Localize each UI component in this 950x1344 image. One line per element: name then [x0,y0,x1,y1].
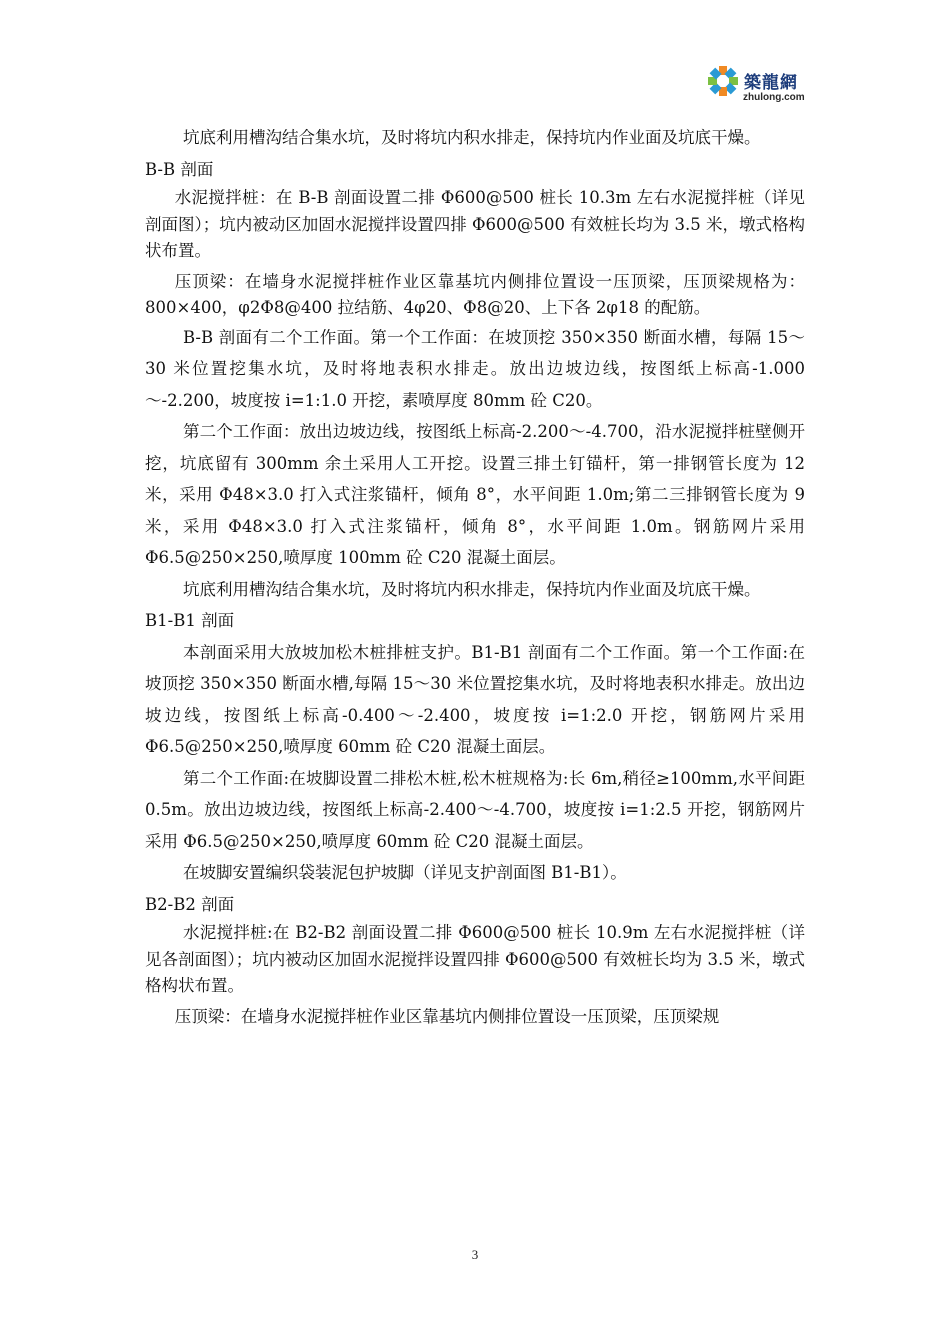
paragraph-bb-cement-pile: 水泥搅拌桩：在 B-B 剖面设置二排 Φ600@500 桩长 10.3m 左右水泥搅拌桩（详见剖面图）；坑内被动区加固水泥搅拌设置四排 Φ600@500 有效桩长均为 3.5 米，墩式格构状布置。 [145,188,805,260]
paragraph-b1b1-work-face-1: 本剖面采用大放坡加松木桩排桩支护。B1-B1 剖面有二个工作面。第一个工作面:在坡顶挖 350×350 断面水槽,每隔 15～30 米位置挖集水坑，及时将地表积水排走。放出边坡边线，按图纸上标高-0.400～-2.400，坡度按 i=1:2.0 开挖，钢筋网片采用 Φ6.5@250×250,喷厚度 60mm 砼 C20 混凝土面层。 [145,642,805,756]
section-heading-b2b2: B2-B2 剖面 [145,894,235,914]
paragraph-bb-work-face-2: 第二个工作面：放出边坡边线，按图纸上标高-2.200～-4.700，沿水泥搅拌桩壁侧开挖，坑底留有 300mm 余土采用人工开挖。设置三排土钉锚杆，第一排钢管长度为 12 米，采用 Φ48×3.0 打入式注浆锚杆，倾角 8°，水平间距 1.0m;第二三排钢管长度为 9 米，采用 Φ48×3.0 打入式注浆锚杆，倾角 8°，水平间距 1.0m。钢筋网片采用 Φ6.5@250×250,喷厚度 100mm 砼 C20 混凝土面层。 [145,422,805,567]
paragraph-drainage-1: 坑底利用槽沟结合集水坑，及时将坑内积水排走，保持坑内作业面及坑底干燥。 [182,128,761,147]
section-heading-b1b1: B1-B1 剖面 [145,611,235,630]
paragraph-b2b2-capping-beam: 压顶梁：在墙身水泥搅拌桩作业区靠基坑内侧排位置设一压顶梁，压顶梁规 [174,1006,720,1026]
paragraph-drainage-2: 坑底利用槽沟结合集水坑，及时将坑内积水排走，保持坑内作业面及坑底干燥。 [182,579,761,599]
paragraph-bb-work-face-1: B-B 剖面有二个工作面。第一个工作面：在坡顶挖 350×350 断面水槽，每隔 15～30 米位置挖集水坑，及时将地表积水排走。放出边坡边线，按图纸上标高-1.000～-2.200，坡度按 i=1:1.0 开挖，素喷厚度 80mm 砼 C20。 [145,327,805,410]
paragraph-bb-capping-beam: 压顶梁：在墙身水泥搅拌桩作业区靠基坑内侧排位置设一压顶梁，压顶梁规格为：800×400，φ2Φ8@400 拉结筋、4φ20、Φ8@20、上下各 2φ18 的配筋。 [145,271,805,317]
paragraph-b1b1-work-face-2: 第二个工作面:在坡脚设置二排松木桩,松木桩规格为:长 6m,稍径≥100mm,水平间距 0.5m。放出边坡边线，按图纸上标高-2.400～-4.700，坡度按 i=1:2.5 开挖，钢筋网片采用 Φ6.5@250×250,喷厚度 60mm 砼 C20 混凝土面层。 [145,768,805,851]
paragraph-b1b1-slope-toe: 在坡脚安置编织袋装泥包护坡脚（详见支护剖面图 B1-B1）。 [182,863,627,882]
zhulong-logo [706,62,816,112]
page-number: 3 [471,1247,479,1262]
paragraph-b2b2-cement-pile: 水泥搅拌桩:在 B2-B2 剖面设置二排 Φ600@500 桩长 10.9m 左右水泥搅拌桩（详见各剖面图）；坑内被动区加固水泥搅拌设置四排 Φ600@500 有效桩长均为 3.5 米，墩式格构状布置。 [145,923,805,995]
pinwheel-logo-icon [706,64,740,98]
logo-domain: zhulong.com [743,92,805,103]
section-heading-bb: B-B 剖面 [145,159,214,179]
document-body [145,122,805,1030]
logo-chinese-name: 築龍網 [744,73,798,93]
